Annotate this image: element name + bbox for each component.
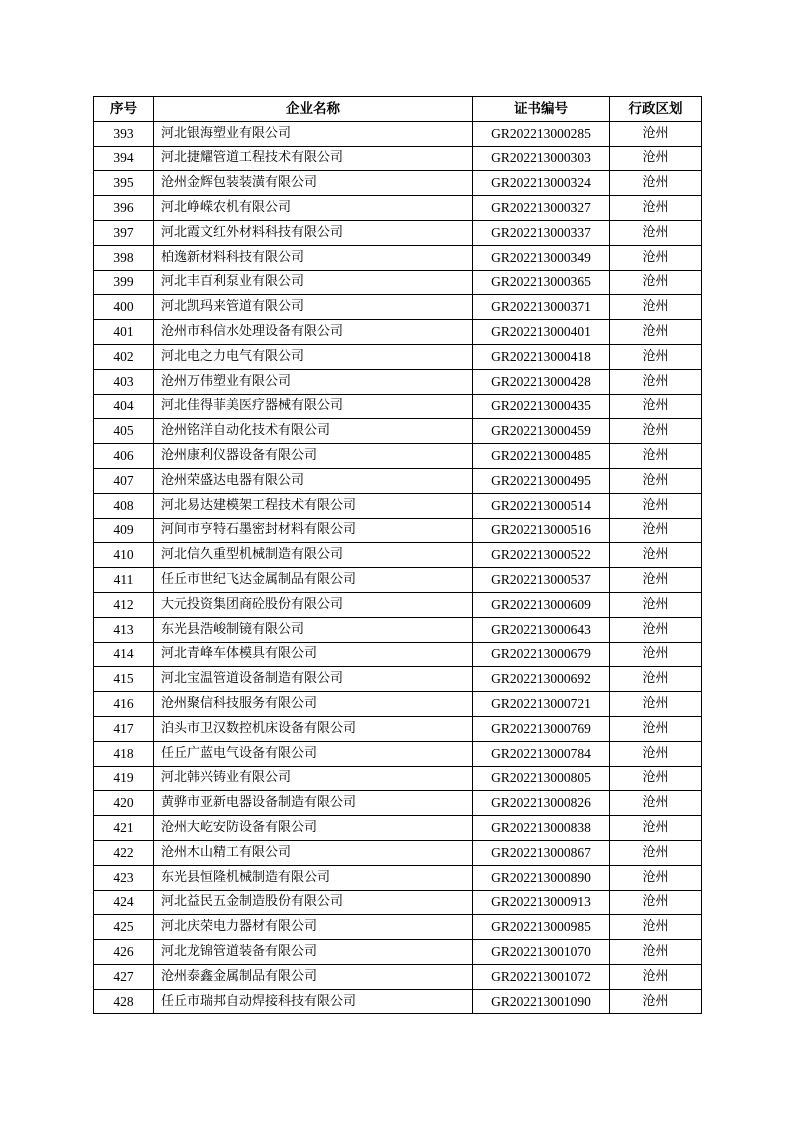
cell-index: 397 [94, 220, 154, 245]
cell-enterprise-name: 沧州荣盛达电器有限公司 [154, 468, 473, 493]
cell-region: 沧州 [610, 964, 702, 989]
cell-enterprise-name: 河北佳得菲美医疗器械有限公司 [154, 394, 473, 419]
cell-certificate-number: GR202213000826 [473, 791, 610, 816]
header-row [94, 97, 702, 122]
cell-certificate-number: GR202213000913 [473, 890, 610, 915]
cell-region: 沧州 [610, 518, 702, 543]
cell-enterprise-name: 柏逸新材料科技有限公司 [154, 245, 473, 270]
cell-certificate-number: GR202213000643 [473, 617, 610, 642]
table-row [94, 989, 702, 1014]
cell-index: 404 [94, 394, 154, 419]
cell-region: 沧州 [610, 791, 702, 816]
cell-index: 405 [94, 419, 154, 444]
cell-enterprise-name: 河北丰百利泵业有限公司 [154, 270, 473, 295]
cell-enterprise-name: 河北捷耀管道工程技术有限公司 [154, 146, 473, 171]
cell-certificate-number: GR202213000890 [473, 865, 610, 890]
cell-enterprise-name: 沧州万伟塑业有限公司 [154, 369, 473, 394]
cell-region: 沧州 [610, 171, 702, 196]
cell-region: 沧州 [610, 716, 702, 741]
table-row [94, 493, 702, 518]
cell-region: 沧州 [610, 419, 702, 444]
cell-index: 402 [94, 344, 154, 369]
cell-enterprise-name: 河北易达建模架工程技术有限公司 [154, 493, 473, 518]
cell-certificate-number: GR202213000514 [473, 493, 610, 518]
cell-region: 沧州 [610, 940, 702, 965]
table-row [94, 543, 702, 568]
table-row [94, 964, 702, 989]
table-row [94, 468, 702, 493]
cell-certificate-number: GR202213000327 [473, 196, 610, 221]
cell-region: 沧州 [610, 816, 702, 841]
table-row [94, 295, 702, 320]
cell-certificate-number: GR202213000692 [473, 667, 610, 692]
cell-index: 421 [94, 816, 154, 841]
table-row [94, 419, 702, 444]
cell-index: 425 [94, 915, 154, 940]
table-row [94, 915, 702, 940]
cell-index: 423 [94, 865, 154, 890]
cell-index: 420 [94, 791, 154, 816]
cell-enterprise-name: 东光县浩峻制镜有限公司 [154, 617, 473, 642]
table-row [94, 592, 702, 617]
cell-index: 393 [94, 121, 154, 146]
cell-region: 沧州 [610, 444, 702, 469]
cell-region: 沧州 [610, 617, 702, 642]
cell-certificate-number: GR202213000522 [473, 543, 610, 568]
table-row [94, 667, 702, 692]
cell-region: 沧州 [610, 667, 702, 692]
cell-index: 415 [94, 667, 154, 692]
cell-region: 沧州 [610, 146, 702, 171]
cell-enterprise-name: 沧州金辉包装装潢有限公司 [154, 171, 473, 196]
cell-certificate-number: GR202213000371 [473, 295, 610, 320]
cell-certificate-number: GR202213000867 [473, 840, 610, 865]
cell-index: 409 [94, 518, 154, 543]
table-row [94, 865, 702, 890]
cell-certificate-number: GR202213000838 [473, 816, 610, 841]
table-row [94, 394, 702, 419]
cell-enterprise-name: 黄骅市亚新电器设备制造有限公司 [154, 791, 473, 816]
cell-index: 426 [94, 940, 154, 965]
cell-enterprise-name: 河北青峰车体模具有限公司 [154, 642, 473, 667]
table-row [94, 270, 702, 295]
cell-enterprise-name: 河北峥嵘农机有限公司 [154, 196, 473, 221]
enterprise-table [93, 96, 702, 1014]
cell-certificate-number: GR202213000428 [473, 369, 610, 394]
header-index: 序号 [94, 97, 154, 122]
cell-region: 沧州 [610, 543, 702, 568]
cell-index: 394 [94, 146, 154, 171]
table-row [94, 121, 702, 146]
cell-enterprise-name: 泊头市卫汉数控机床设备有限公司 [154, 716, 473, 741]
cell-enterprise-name: 河北韩兴铸业有限公司 [154, 766, 473, 791]
cell-region: 沧州 [610, 915, 702, 940]
table-row [94, 320, 702, 345]
cell-index: 428 [94, 989, 154, 1014]
cell-region: 沧州 [610, 493, 702, 518]
cell-index: 411 [94, 568, 154, 593]
cell-certificate-number: GR202213000435 [473, 394, 610, 419]
table-row [94, 369, 702, 394]
cell-enterprise-name: 沧州康利仪器设备有限公司 [154, 444, 473, 469]
table-row [94, 171, 702, 196]
table-row [94, 642, 702, 667]
cell-certificate-number: GR202213000516 [473, 518, 610, 543]
cell-enterprise-name: 沧州铭洋自动化技术有限公司 [154, 419, 473, 444]
cell-enterprise-name: 沧州木山精工有限公司 [154, 840, 473, 865]
table-row [94, 245, 702, 270]
table-row [94, 568, 702, 593]
cell-enterprise-name: 沧州大屹安防设备有限公司 [154, 816, 473, 841]
cell-certificate-number: GR202213000485 [473, 444, 610, 469]
cell-index: 399 [94, 270, 154, 295]
cell-enterprise-name: 任丘市世纪飞达金属制品有限公司 [154, 568, 473, 593]
table-row [94, 617, 702, 642]
cell-region: 沧州 [610, 295, 702, 320]
cell-region: 沧州 [610, 394, 702, 419]
cell-index: 414 [94, 642, 154, 667]
header-name: 企业名称 [154, 97, 473, 122]
cell-enterprise-name: 河北益民五金制造股份有限公司 [154, 890, 473, 915]
cell-certificate-number: GR202213000679 [473, 642, 610, 667]
cell-region: 沧州 [610, 468, 702, 493]
table-row [94, 716, 702, 741]
table-row [94, 816, 702, 841]
table-header [94, 97, 702, 122]
table-row [94, 940, 702, 965]
cell-region: 沧州 [610, 568, 702, 593]
table-row [94, 146, 702, 171]
cell-certificate-number: GR202213000985 [473, 915, 610, 940]
cell-region: 沧州 [610, 766, 702, 791]
cell-certificate-number: GR202213000537 [473, 568, 610, 593]
cell-region: 沧州 [610, 245, 702, 270]
cell-certificate-number: GR202213000418 [473, 344, 610, 369]
table-row [94, 344, 702, 369]
cell-index: 418 [94, 741, 154, 766]
cell-index: 413 [94, 617, 154, 642]
cell-certificate-number: GR202213000324 [473, 171, 610, 196]
cell-region: 沧州 [610, 989, 702, 1014]
cell-index: 408 [94, 493, 154, 518]
cell-enterprise-name: 河北凯玛来管道有限公司 [154, 295, 473, 320]
cell-region: 沧州 [610, 592, 702, 617]
cell-index: 422 [94, 840, 154, 865]
cell-enterprise-name: 河北霞文红外材料科技有限公司 [154, 220, 473, 245]
cell-enterprise-name: 沧州聚信科技服务有限公司 [154, 692, 473, 717]
cell-enterprise-name: 大元投资集团商砼股份有限公司 [154, 592, 473, 617]
cell-certificate-number: GR202213000609 [473, 592, 610, 617]
cell-certificate-number: GR202213001070 [473, 940, 610, 965]
cell-enterprise-name: 沧州泰鑫金属制品有限公司 [154, 964, 473, 989]
cell-region: 沧州 [610, 890, 702, 915]
cell-region: 沧州 [610, 865, 702, 890]
cell-index: 406 [94, 444, 154, 469]
cell-index: 403 [94, 369, 154, 394]
cell-index: 401 [94, 320, 154, 345]
table-row [94, 196, 702, 221]
table-row [94, 890, 702, 915]
cell-region: 沧州 [610, 196, 702, 221]
table-body [94, 121, 702, 1014]
cell-enterprise-name: 河北宝温管道设备制造有限公司 [154, 667, 473, 692]
cell-region: 沧州 [610, 642, 702, 667]
cell-region: 沧州 [610, 270, 702, 295]
header-region: 行政区划 [610, 97, 702, 122]
table-row [94, 518, 702, 543]
cell-enterprise-name: 东光县恒隆机械制造有限公司 [154, 865, 473, 890]
cell-certificate-number: GR202213000459 [473, 419, 610, 444]
cell-enterprise-name: 河北龙锦管道装备有限公司 [154, 940, 473, 965]
cell-enterprise-name: 任丘市瑞邦自动焊接科技有限公司 [154, 989, 473, 1014]
cell-region: 沧州 [610, 840, 702, 865]
table-row [94, 840, 702, 865]
cell-certificate-number: GR202213000401 [473, 320, 610, 345]
cell-index: 424 [94, 890, 154, 915]
cell-index: 395 [94, 171, 154, 196]
cell-certificate-number: GR202213000337 [473, 220, 610, 245]
cell-certificate-number: GR202213000784 [473, 741, 610, 766]
cell-region: 沧州 [610, 320, 702, 345]
table-row [94, 741, 702, 766]
cell-certificate-number: GR202213000769 [473, 716, 610, 741]
cell-index: 412 [94, 592, 154, 617]
cell-index: 427 [94, 964, 154, 989]
cell-certificate-number: GR202213000721 [473, 692, 610, 717]
cell-index: 416 [94, 692, 154, 717]
cell-region: 沧州 [610, 369, 702, 394]
cell-enterprise-name: 任丘广蓝电气设备有限公司 [154, 741, 473, 766]
cell-enterprise-name: 沧州市科信水处理设备有限公司 [154, 320, 473, 345]
cell-index: 396 [94, 196, 154, 221]
cell-index: 417 [94, 716, 154, 741]
cell-certificate-number: GR202213000349 [473, 245, 610, 270]
table-row [94, 220, 702, 245]
cell-region: 沧州 [610, 692, 702, 717]
cell-certificate-number: GR202213000495 [473, 468, 610, 493]
cell-certificate-number: GR202213000303 [473, 146, 610, 171]
cell-enterprise-name: 河间市亨特石墨密封材料有限公司 [154, 518, 473, 543]
cell-index: 400 [94, 295, 154, 320]
cell-region: 沧州 [610, 121, 702, 146]
cell-certificate-number: GR202213001072 [473, 964, 610, 989]
cell-region: 沧州 [610, 741, 702, 766]
cell-index: 398 [94, 245, 154, 270]
cell-certificate-number: GR202213000365 [473, 270, 610, 295]
cell-enterprise-name: 河北银海塑业有限公司 [154, 121, 473, 146]
header-cert: 证书编号 [473, 97, 610, 122]
cell-enterprise-name: 河北信久重型机械制造有限公司 [154, 543, 473, 568]
cell-enterprise-name: 河北电之力电气有限公司 [154, 344, 473, 369]
table-row [94, 444, 702, 469]
cell-region: 沧州 [610, 344, 702, 369]
cell-index: 410 [94, 543, 154, 568]
cell-certificate-number: GR202213000285 [473, 121, 610, 146]
table-row [94, 692, 702, 717]
table-row [94, 766, 702, 791]
cell-index: 419 [94, 766, 154, 791]
cell-certificate-number: GR202213001090 [473, 989, 610, 1014]
cell-certificate-number: GR202213000805 [473, 766, 610, 791]
table-row [94, 791, 702, 816]
cell-region: 沧州 [610, 220, 702, 245]
cell-enterprise-name: 河北庆荣电力器材有限公司 [154, 915, 473, 940]
cell-index: 407 [94, 468, 154, 493]
